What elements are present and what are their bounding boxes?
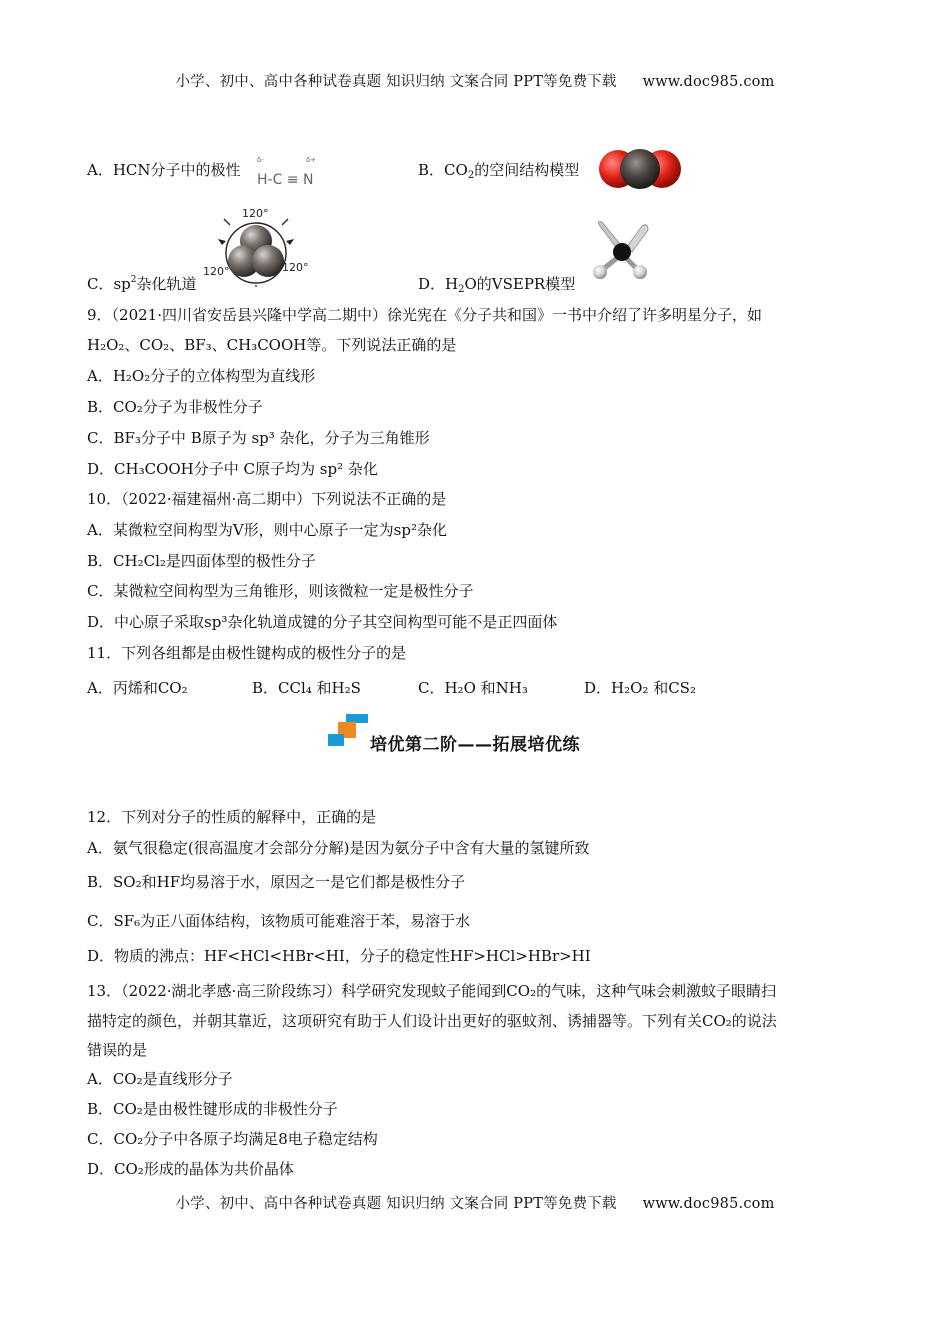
angle-right-label: 120° — [282, 261, 309, 274]
q13-option-d: D．CO₂形成的晶体为共价晶体 — [87, 1160, 294, 1178]
q12-stem: 12．下列对分子的性质的解释中，正确的是 — [87, 808, 377, 826]
q10-option-a: A．某微粒空间构型为V形，则中心原子一定为sp²杂化 — [87, 521, 447, 539]
q8-d-pre: D．H — [418, 275, 459, 293]
q8-option-b — [418, 160, 579, 180]
q13-option-a: A．CO₂是直线形分子 — [87, 1070, 233, 1088]
page-footer — [0, 1192, 950, 1213]
header-url[interactable]: www.doc985.com — [642, 74, 775, 90]
page-header — [0, 70, 950, 91]
header-text: 小学、初中、高中各种试卷真题 知识归纳 文案合同 PPT等免费下载 — [175, 74, 617, 90]
q9-option-d: D．CH₃COOH分子中 C原子均为 sp² 杂化 — [87, 460, 378, 478]
q11-stem: 11．下列各组都是由极性键构成的极性分子的是 — [87, 644, 407, 662]
q8-option-d — [418, 274, 575, 294]
q9-option-a: A．H₂O₂分子的立体构型为直线形 — [87, 367, 316, 385]
sp2-orbital-figure — [200, 205, 320, 287]
q8-option-a — [87, 160, 241, 180]
q8-d-post: O的VSEPR模型 — [464, 275, 576, 293]
q13-stem-line1: 13．（2022·湖北孝感·高三阶段练习）科学研究发现蚊子能闻到CO₂的气味，这种气味会刺激蚊子眼睛扫 — [87, 982, 777, 1000]
q12-option-c: C．SF₆为正八面体结构，该物质可能难溶于苯，易溶于水 — [87, 912, 471, 930]
banner-logo-icon — [328, 714, 370, 750]
carbon-atom — [620, 149, 660, 189]
q9-option-c: C．BF₃分子中 B原子为 sp³ 杂化，分子为三角锥形 — [87, 429, 430, 447]
lobe-right — [252, 245, 284, 277]
q11-option-b: B．CCl₄ 和H₂S — [252, 679, 361, 697]
footer-text: 小学、初中、高中各种试卷真题 知识归纳 文案合同 PPT等免费下载 — [175, 1196, 617, 1212]
q8-c-pre: C．sp — [87, 275, 131, 293]
q12-option-a: A．氨气很稳定(很高温度才会部分分解)是因为氨分子中含有大量的氢键所致 — [87, 839, 590, 857]
q12-option-d: D．物质的沸点：HF<HCl<HBr<HI，分子的稳定性HF>HCl>HBr>HI — [87, 947, 591, 965]
delta-minus-label: δ- — [257, 156, 264, 164]
q10-option-d: D．中心原子采取sp³杂化轨道成键的分子其空间构型可能不是正四面体 — [87, 613, 558, 631]
q8-c-sup: 2 — [130, 275, 137, 285]
q8-option-a-text: A．HCN分子中的极性 — [87, 161, 241, 179]
q8-option-c — [87, 274, 197, 294]
hydrogen-atom-2 — [633, 265, 647, 279]
oxygen-atom — [613, 243, 631, 261]
section-banner — [328, 714, 648, 762]
q9-option-b: B．CO₂分子为非极性分子 — [87, 398, 263, 416]
banner-title: 培优第二阶——拓展培优练 — [370, 735, 580, 755]
q8-d-sub: 2 — [458, 284, 465, 295]
footer-url[interactable]: www.doc985.com — [642, 1196, 775, 1212]
hcn-formula: H-C ≡ N — [257, 172, 314, 188]
q13-stem-line3: 错误的是 — [87, 1041, 148, 1059]
q10-stem: 10．（2022·福建福州·高二期中）下列说法不正确的是 — [87, 490, 447, 508]
q10-option-b: B．CH₂Cl₂是四面体型的极性分子 — [87, 552, 316, 570]
q13-option-b: B．CO₂是由极性键形成的非极性分子 — [87, 1100, 338, 1118]
q11-option-a: A．丙烯和CO₂ — [87, 679, 188, 697]
q9-stem-line1: 9．（2021·四川省安岳县兴隆中学高二期中）徐光宪在《分子共和国》一书中介绍了许多明星分子，如 — [87, 306, 762, 324]
q13-option-c: C．CO₂分子中各原子均满足8电子稳定结构 — [87, 1130, 378, 1148]
q11-option-c: C．H₂O 和NH₃ — [418, 679, 528, 697]
q13-stem-line2: 描特定的颜色，并朝其靠近，这项研究有助于人们设计出更好的驱蚊剂、诱捕器等。下列有关CO₂的说法 — [87, 1012, 777, 1030]
q8-c-post: 杂化轨道 — [136, 275, 197, 293]
hydrogen-atom-1 — [593, 265, 607, 279]
q8-b-pre: B．CO — [418, 161, 468, 179]
q9-stem-line2: H₂O₂、CO₂、BF₃、CH₃COOH等。下列说法正确的是 — [87, 336, 457, 354]
h2o-vsepr-model — [590, 218, 658, 284]
q12-option-b: B．SO₂和HF均易溶于水，原因之一是它们都是极性分子 — [87, 873, 466, 891]
q10-option-c: C．某微粒空间构型为三角锥形，则该微粒一定是极性分子 — [87, 582, 474, 600]
delta-plus-label: δ+ — [306, 156, 317, 164]
q8-b-sub: 2 — [467, 170, 475, 181]
angle-top-label: 120° — [242, 207, 269, 220]
hcn-polarity-figure — [257, 156, 327, 192]
q8-b-post: 的空间结构模型 — [474, 161, 580, 179]
angle-left-label: 120° — [203, 265, 230, 278]
co2-space-filling-model — [596, 147, 686, 191]
q11-option-d: D．H₂O₂ 和CS₂ — [584, 679, 696, 697]
